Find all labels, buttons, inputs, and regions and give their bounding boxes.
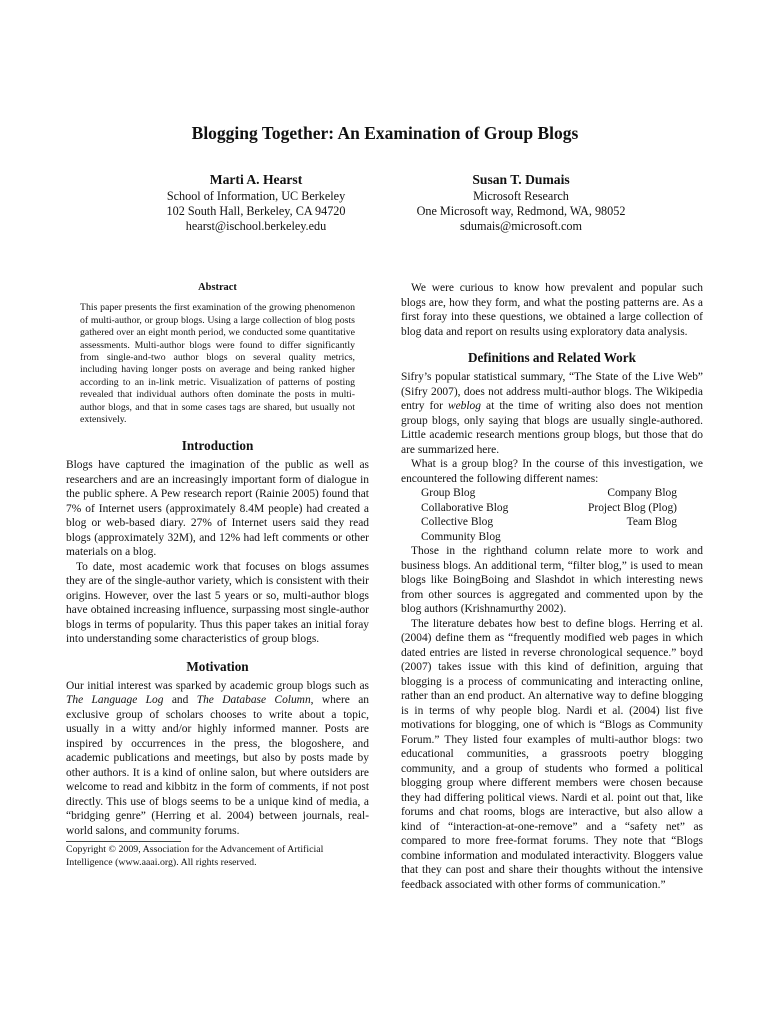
definitions-paragraph-2: What is a group blog? In the course of this investigation, we encountered the following different names: xyxy=(401,458,703,485)
author-name: Susan T. Dumais xyxy=(472,172,570,187)
copyright-footnote: Copyright © 2009, Association for the Advancement of Artificial Intelligence (www.aaai.org). All rights reserved. xyxy=(66,844,324,869)
definitions-paragraph-1 xyxy=(401,370,703,457)
list-item: Community Blog xyxy=(421,530,501,543)
introduction-heading: Introduction xyxy=(181,438,254,454)
abstract-heading: Abstract xyxy=(198,282,237,293)
introduction-paragraph-1: Blogs have captured the imagination of the public as well as researchers and are an increasingly important form of dialogue in the public sphere. A Pew research report (Rainie 2005) found that 7% of Internet users (approximately 8.4M people) had created a blog or web-based diary. 27% of Internet users said they read blogs (approximately 32M), and 12% had left comments or other materials on a blog. xyxy=(66,459,369,559)
motivation-text-and: and xyxy=(163,694,197,707)
motivation-paragraph xyxy=(66,679,369,839)
term-weblog: weblog xyxy=(447,400,481,412)
definitions-heading: Definitions and Related Work xyxy=(468,350,636,365)
list-item: Team Blog xyxy=(626,516,677,528)
left-column xyxy=(66,282,369,870)
definitions-text-a: Sifry’s popular statistical summary, “The State of the Live Web” (Sifry 2007), does not address multi-author blogs. The Wikipedia entry for xyxy=(401,371,703,412)
right-intro-paragraph: We were curious to know how prevalent and popular such blogs are, how they form, and what the posting patterns are. As a first foray into these questions, we obtained a large collection of blog data and report on results using exploratory data analysis. xyxy=(401,282,703,338)
list-item: Collective Blog xyxy=(421,516,494,528)
author-affiliation: School of Information, UC Berkeley xyxy=(166,189,346,203)
blog-title-database-column: The Database Column xyxy=(196,694,311,707)
footnote-rule xyxy=(66,841,181,842)
author-name: Marti A. Hearst xyxy=(209,172,303,187)
group-blog-names-list xyxy=(421,486,677,544)
author-email: hearst@ischool.berkeley.edu xyxy=(185,219,327,233)
list-item: Group Blog xyxy=(421,487,476,499)
abstract-text: This paper presents the first examination of the growing phenomenon of multi-author, or group blogs. Using a large collection of blog posts gathered over an eight month period, we conducted some quantitative assessments. Multi-author blogs were found to differ significantly from single-and-two author blogs on several quality metrics, including having longer posts on average and being ranked higher according to an in-link metric. Visualization of patterns of posting revealed that individual authors often dominate the posts in multi-author blogs, and that in some cases tags are shared, but usually not extensively. xyxy=(80,302,355,426)
author-address: 102 South Hall, Berkeley, CA 94720 xyxy=(166,204,346,218)
author-block-hearst xyxy=(140,172,372,234)
abstract xyxy=(80,282,355,426)
list-item: Collaborative Blog xyxy=(421,501,509,514)
motivation-text-b: , where an exclusive group of scholars chooses to write about a topic, usually in a witty and/or highly informed manner. Posts are inspired by occurrences in the press, the blogoshere, and academic publications and meetings, but also by posts made by other authors. It is a kind of online salon, but where outsiders are welcome to read and kibbitz in the form of comments, if not post directly. This use of blogs seems to be a unique kind of media, a “bridging genre” (Herring et al. 2004) between journals, real-world salons, and community forums. xyxy=(66,694,369,837)
author-address: One Microsoft way, Redmond, WA, 98052 xyxy=(416,204,626,218)
motivation-heading: Motivation xyxy=(186,658,249,674)
list-item: Company Blog xyxy=(607,487,677,499)
paper-title: Blogging Together: An Examination of Group Blogs xyxy=(191,123,579,143)
definitions-paragraph-4: The literature debates how best to define blogs. Herring et al. (2004) define them as “frequently modified web pages in which dated entries are listed in reverse chronological sequence.” boyd (2007) takes issue with this kind of definition, arguing that blogging is a process of communicating and interacting online, rather than an end product. An alternative way to define blogging is in terms of why people blog. Nardi et al. (2004) list five motivations for blogging, one of which is “Blogs as Community Forum.” They listed four examples of multi-author blogs: two educational communities, a grassroots poetry blogging community, and a group of students who formed a political blogging group where different members were chosen because they had differing political views. Nardi et al. point out that, like forums and chat rooms, blogs are interactive, but also allow a kind of “interaction-at-one-remove” and a “safety net” as compared to more free-format forums. They note that “Blogs combine information and modulated interactivity. Bloggers value that they can post and share their thoughts without the intensive feedback associated with other forms of communication.” xyxy=(401,617,703,891)
definitions-paragraph-3: Those in the righthand column relate more to work and business blogs. An additional term, “filter blog,” is used to mean blogs like BoingBoing and Slashdot in which interesting news from other sources is aggregated and commented upon by the blog authors (Krishnamurthy 2002). xyxy=(401,545,703,615)
introduction-paragraph-2: To date, most academic work that focuses on blogs assumes they are of the single-author variety, which is consistent with their origins. However, over the last 5 years or so, multi-author blogs have obtained increasing influence, surpassing most single-author blogs in terms of popularity. Thus this paper takes an initial foray into understanding some characteristics of group blogs. xyxy=(66,560,369,646)
blog-title-language-log: The Language Log xyxy=(66,694,164,707)
definitions-text-b: at the time of writing also does not mention group blogs, only saying that blogs are usually single-authored. Little academic research mentions group blogs, but those that do are summarized here. xyxy=(401,400,703,456)
list-item: Project Blog (Plog) xyxy=(588,501,677,514)
motivation-text-a: Our initial interest was sparked by academic group blogs such as xyxy=(66,679,369,692)
right-column xyxy=(401,281,703,892)
author-block-dumais xyxy=(400,172,642,234)
author-email: sdumais@microsoft.com xyxy=(460,219,582,233)
author-affiliation: Microsoft Research xyxy=(473,189,569,203)
